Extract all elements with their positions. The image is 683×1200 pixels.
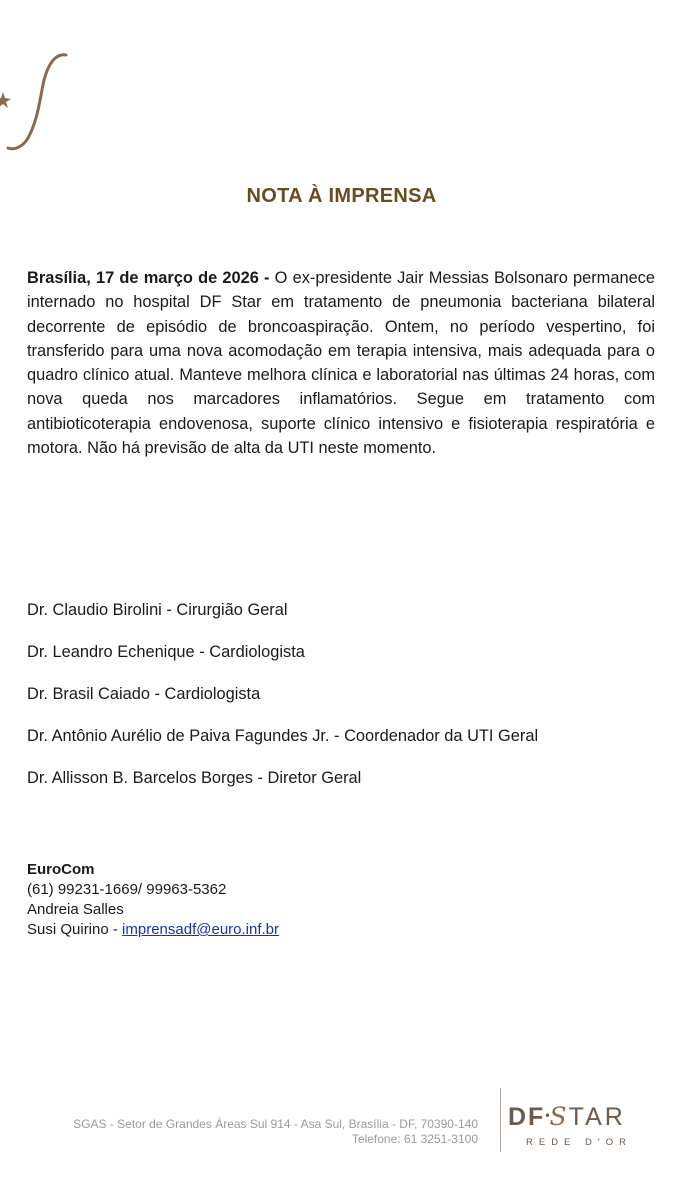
brand-name (508, 1101, 648, 1131)
contact-org: EuroCom (27, 861, 95, 878)
footer-address (73, 1117, 478, 1147)
brand-script-s: S (549, 1102, 569, 1131)
doctor-line: Dr. Allisson B. Barcelos Borges - Diretor Geral (27, 769, 362, 787)
page-title: NOTA À IMPRENSA (246, 185, 437, 207)
footer-address-line: SGAS - Setor de Grandes Áreas Sul 914 - Asa Sul, Brasília - DF, 70390-140 (73, 1117, 478, 1131)
doctor-signatures (27, 600, 657, 810)
dateline: Brasília, 17 de março de 2026 - (27, 269, 270, 287)
contact-person-email-line (27, 920, 279, 940)
brand-subtitle: REDE D'OR (526, 1137, 632, 1148)
contact-email-link[interactable]: imprensadf@euro.inf.br (122, 921, 280, 938)
press-contact (27, 860, 279, 940)
press-note-text: O ex-presidente Jair Messias Bolsonaro permanece internado no hospital DF Star em tratamento de pneumonia bacteriana bilateral decorrente de episódio de broncoaspiração. Ontem, no período vespertino, foi transferido para uma nova acomodação em terapia intensiva, mais adequada para o quadro clínico atual. Manteve melhora clínica e laboratorial nas últimas 24 horas, com nova queda nos marcadores inflamatórios. Segue em tratamento com antibioticoterapia endovenosa, suporte clínico intensivo e fisioterapia respiratória e motora. Não há previsão de alta da UTI neste momento. (27, 269, 655, 458)
df-star-logo (508, 1101, 648, 1148)
brand-dot: • (545, 1108, 550, 1122)
contact-person: Susi Quirino - (27, 921, 123, 938)
doctor-line: Dr. Antônio Aurélio de Paiva Fagundes Jr. - Coordenador da UTI Geral (27, 727, 539, 745)
star-script-s-logo-icon (0, 50, 75, 155)
brand-df: DF (508, 1103, 546, 1131)
footer-divider (500, 1088, 501, 1152)
footer-phone: Telefone: 61 3251-3100 (351, 1132, 478, 1146)
contact-phones: (61) 99231-1669/ 99963-5362 (27, 881, 227, 898)
brand-tar: TAR (568, 1103, 626, 1131)
doctor-line: Dr. Leandro Echenique - Cardiologista (27, 643, 305, 661)
doctor-line: Dr. Claudio Birolini - Cirurgião Geral (27, 601, 288, 619)
contact-person: Andreia Salles (27, 901, 124, 918)
press-note-body (27, 266, 655, 460)
doctor-line: Dr. Brasil Caiado - Cardiologista (27, 685, 261, 703)
